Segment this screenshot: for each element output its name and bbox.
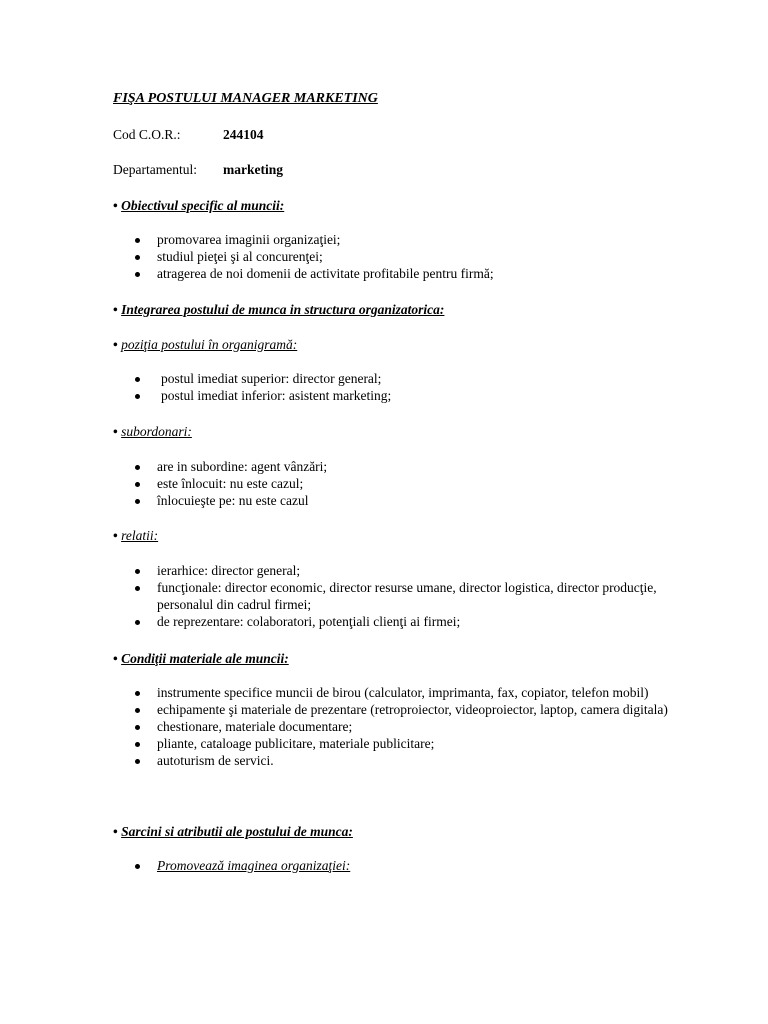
section-conditii-heading: • Condiţii materiale ale muncii: bbox=[113, 651, 289, 666]
list-item: înlocuieşte pe: nu este cazul bbox=[0, 492, 768, 509]
section-subordonari-heading: • subordonari: bbox=[113, 424, 192, 439]
bullet-marker: • bbox=[113, 528, 118, 543]
bullet-marker: • bbox=[113, 198, 118, 213]
list-item: echipamente şi materiale de prezentare (retroproiector, videoproiector, laptop, camera digitala) bbox=[0, 701, 768, 718]
list-item: instrumente specifice muncii de birou (calculator, imprimanta, fax, copiator, telefon mobil) bbox=[0, 684, 768, 701]
departament-label: Departamentul: bbox=[113, 162, 197, 177]
list-item: autoturism de servici. bbox=[0, 752, 768, 769]
conditii-list bbox=[0, 684, 768, 769]
bullet-marker: • bbox=[113, 424, 118, 439]
bullet-marker: • bbox=[113, 302, 118, 317]
cod-cor-value: 244104 bbox=[223, 127, 264, 142]
section-pozitia-heading: • poziţia postului în organigramă: bbox=[113, 337, 298, 352]
cod-cor-label: Cod C.O.R.: bbox=[113, 127, 181, 142]
list-item: postul imediat superior: director general; bbox=[0, 370, 768, 387]
sarcini-list bbox=[0, 857, 768, 874]
pozitia-list bbox=[0, 370, 768, 404]
bullet-marker: • bbox=[113, 337, 118, 352]
relatii-list bbox=[0, 562, 768, 630]
list-item: de reprezentare: colaboratori, potenţiali clienţi ai firmei; bbox=[0, 613, 768, 630]
section-sarcini-heading: • Sarcini si atributii ale postului de munca: bbox=[113, 824, 353, 839]
list-item: postul imediat inferior: asistent marketing; bbox=[0, 387, 768, 404]
departament-value: marketing bbox=[223, 162, 283, 177]
bullet-marker: • bbox=[113, 824, 118, 839]
list-item: funcţionale: director economic, director resurse umane, director logistica, director producţie, personalul din cadrul firmei; bbox=[0, 579, 768, 613]
section-relatii-heading: • relatii: bbox=[113, 528, 159, 543]
list-item: are in subordine: agent vânzări; bbox=[0, 458, 768, 475]
list-item: pliante, cataloage publicitare, materiale publicitare; bbox=[0, 735, 768, 752]
obiectiv-list bbox=[0, 231, 768, 282]
section-obiectiv-heading: • Obiectivul specific al muncii: bbox=[113, 198, 285, 213]
list-item: chestionare, materiale documentare; bbox=[0, 718, 768, 735]
list-item: este înlocuit: nu este cazul; bbox=[0, 475, 768, 492]
list-item: ierarhice: director general; bbox=[0, 562, 768, 579]
bullet-marker: • bbox=[113, 651, 118, 666]
list-item: atragerea de noi domenii de activitate profitabile pentru firmă; bbox=[0, 265, 768, 282]
list-item: studiul pieţei şi al concurenţei; bbox=[0, 248, 768, 265]
list-item: promovarea imaginii organizaţiei; bbox=[0, 231, 768, 248]
list-item: Promovează imaginea organizaţiei: bbox=[0, 857, 768, 874]
document-title: FIŞA POSTULUI MANAGER MARKETING bbox=[113, 91, 378, 106]
subordonari-list bbox=[0, 458, 768, 509]
section-integrare-heading: • Integrarea postului de munca in structura organizatorica: bbox=[113, 302, 445, 317]
